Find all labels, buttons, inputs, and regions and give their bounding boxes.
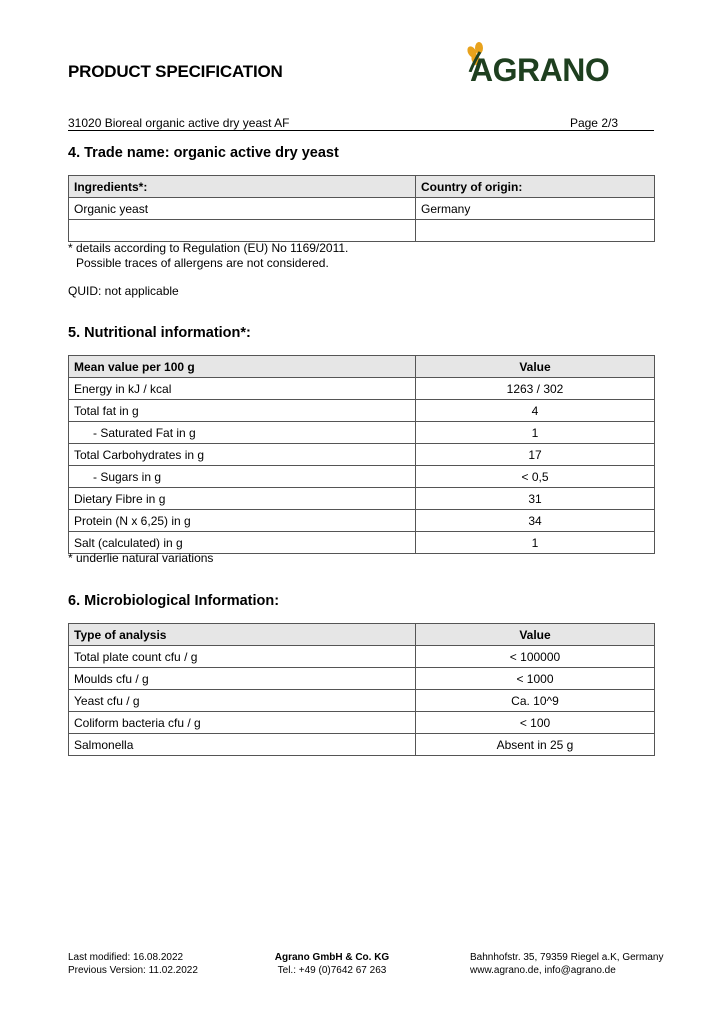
nutrient-name: Energy in kJ / kcal (69, 378, 416, 400)
nutrient-value: 31 (416, 488, 655, 510)
footnote-line: Possible traces of allergens are not considered. (76, 256, 329, 270)
table-row (69, 400, 655, 422)
nutrient-value: < 0,5 (416, 466, 655, 488)
table-row (69, 488, 655, 510)
nutrient-name: - Sugars in g (69, 466, 416, 488)
table-row (69, 220, 655, 242)
column-header-name: Mean value per 100 g (69, 356, 416, 378)
table-row (69, 734, 655, 756)
section-6-heading: 6. Microbiological Information: (68, 593, 280, 609)
table-row (69, 690, 655, 712)
document-subheader (68, 116, 654, 131)
table-row (69, 198, 655, 220)
ingredients-footnote (68, 241, 348, 271)
page-number: Page 2/3 (569, 116, 618, 130)
table-header-row (69, 176, 655, 198)
table-row (69, 466, 655, 488)
analysis-value: Absent in 25 g (416, 734, 655, 756)
analysis-value: Ca. 10^9 (416, 690, 655, 712)
nutrient-name: Total fat in g (69, 400, 416, 422)
nutrition-table (68, 355, 655, 554)
nutrient-value: 1 (416, 532, 655, 554)
ingredient-cell: Organic yeast (69, 198, 416, 220)
footer-address-info (470, 951, 663, 977)
analysis-name: Salmonella (69, 734, 416, 756)
nutrient-value: 4 (416, 400, 655, 422)
analysis-value: < 1000 (416, 668, 655, 690)
table-row (69, 444, 655, 466)
company-web: www.agrano.de, info@agrano.de (470, 965, 616, 976)
analysis-value: < 100 (416, 712, 655, 734)
nutrient-name: Protein (N x 6,25) in g (69, 510, 416, 532)
company-phone: Tel.: +49 (0)7642 67 263 (277, 965, 387, 976)
nutrient-value: 1 (416, 422, 655, 444)
footer-company-info (262, 951, 402, 977)
nutrient-name: Dietary Fibre in g (69, 488, 416, 510)
nutrient-name: Salt (calculated) in g (69, 532, 416, 554)
column-header-analysis: Type of analysis (69, 624, 416, 646)
table-row (69, 646, 655, 668)
company-address: Bahnhofstr. 35, 79359 Riegel a.K, Germany (470, 952, 664, 963)
table-row (69, 422, 655, 444)
footer-version-info (68, 951, 198, 977)
footnote-line: * details according to Regulation (EU) No 1169/2011. (68, 241, 349, 255)
analysis-name: Yeast cfu / g (69, 690, 416, 712)
table-row (69, 510, 655, 532)
table-header-row (69, 356, 655, 378)
column-header-value: Value (416, 356, 655, 378)
table-header-row (69, 624, 655, 646)
analysis-name: Moulds cfu / g (69, 668, 416, 690)
microbiology-table (68, 623, 655, 756)
last-modified: Last modified: 16.08.2022 (68, 952, 184, 963)
nutrient-value: 1263 / 302 (416, 378, 655, 400)
nutrient-value: 17 (416, 444, 655, 466)
quid-note: QUID: not applicable (68, 284, 179, 298)
logo-wordmark: AGRANO (470, 52, 610, 88)
agrano-logo (462, 42, 622, 90)
company-name: Agrano GmbH & Co. KG (274, 952, 390, 963)
document-reference: 31020 Bioreal organic active dry yeast AF (68, 116, 290, 130)
ingredients-table (68, 175, 655, 242)
column-header-origin: Country of origin: (416, 176, 655, 198)
section-4-heading: 4. Trade name: organic active dry yeast (68, 145, 339, 161)
section-5-heading: 5. Nutritional information*: (68, 325, 251, 341)
analysis-value: < 100000 (416, 646, 655, 668)
analysis-name: Coliform bacteria cfu / g (69, 712, 416, 734)
table-row (69, 712, 655, 734)
origin-cell: Germany (416, 198, 655, 220)
table-row (69, 668, 655, 690)
nutrient-value: 34 (416, 510, 655, 532)
column-header-ingredients: Ingredients*: (69, 176, 416, 198)
nutrient-name: - Saturated Fat in g (69, 422, 416, 444)
previous-version: Previous Version: 11.02.2022 (68, 965, 198, 976)
column-header-value: Value (416, 624, 655, 646)
ingredient-cell (69, 220, 416, 242)
table-row (69, 378, 655, 400)
nutrient-name: Total Carbohydrates in g (69, 444, 416, 466)
analysis-name: Total plate count cfu / g (69, 646, 416, 668)
origin-cell (416, 220, 655, 242)
nutrition-footnote: * underlie natural variations (68, 551, 214, 565)
document-title: PRODUCT SPECIFICATION (68, 62, 283, 81)
